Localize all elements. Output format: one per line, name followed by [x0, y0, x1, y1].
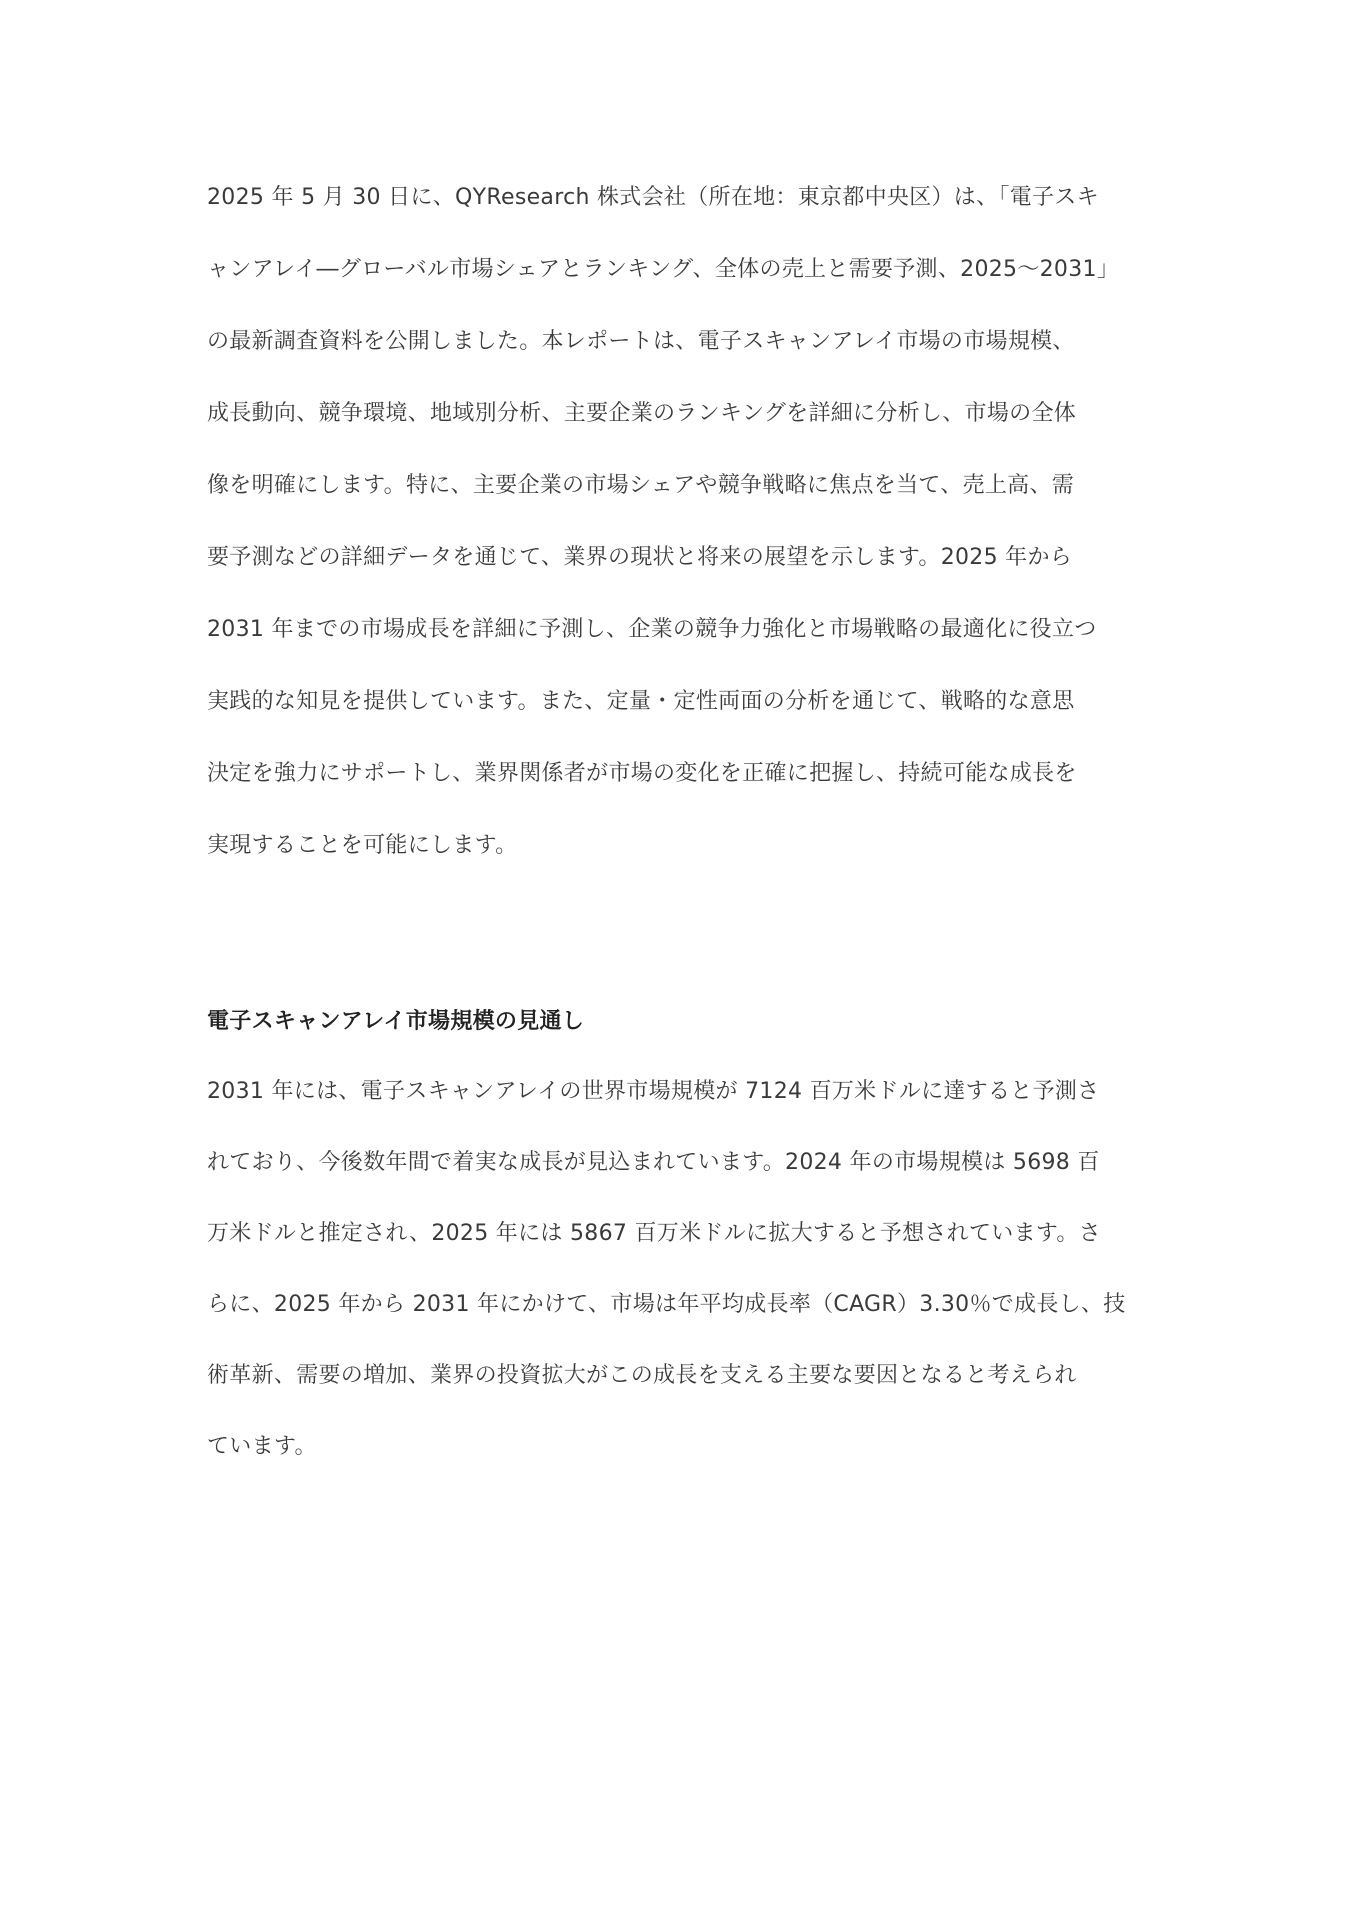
section-line: らに、2025 年から 2031 年にかけて、市場は年平均成長率（CAGR）3.30％で成長し、技	[207, 1292, 1126, 1317]
intro-line: 実践的な知見を提供しています。また、定量・定性両面の分析を通じて、戦略的な意思	[207, 689, 1075, 714]
section-heading: 電子スキャンアレイ市場規模の見通し	[207, 1009, 585, 1034]
intro-line: 2025 年 5 月 30 日に、QYResearch 株式会社（所在地：東京都中央区）は、「電子スキ	[207, 185, 1099, 210]
intro-line: 決定を強力にサポートし、業界関係者が市場の変化を正確に把握し、持続可能な成長を	[207, 761, 1077, 786]
intro-line: ャンアレイ―グローバル市場シェアとランキング、全体の売上と需要予測、2025～2031」	[207, 257, 1120, 282]
section-line: 術革新、需要の増加、業界の投資拡大がこの成長を支える主要な要因となると考えられ	[207, 1363, 1077, 1388]
intro-line: 成長動向、競争環境、地域別分析、主要企業のランキングを詳細に分析し、市場の全体	[207, 401, 1077, 426]
intro-line: の最新調査資料を公開しました。本レポートは、電子スキャンアレイ市場の市場規模、	[207, 329, 1075, 354]
section-line: 万米ドルと推定され、2025 年には 5867 百万米ドルに拡大すると予想されています。さ	[207, 1221, 1102, 1246]
intro-line: 像を明確にします。特に、主要企業の市場シェアや競争戦略に焦点を当て、売上高、需	[207, 473, 1075, 498]
intro-line: 要予測などの詳細データを通じて、業界の現状と将来の展望を示します。2025 年から	[207, 545, 1073, 570]
section-line: ています。	[207, 1434, 317, 1459]
section-line: 2031 年には、電子スキャンアレイの世界市場規模が 7124 百万米ドルに達すると予測さ	[207, 1079, 1100, 1104]
intro-line: 2031 年までの市場成長を詳細に予測し、企業の競争力強化と市場戦略の最適化に役立つ	[207, 617, 1097, 642]
intro-line: 実現することを可能にします。	[207, 833, 518, 858]
section-line: れており、今後数年間で着実な成長が見込まれています。2024 年の市場規模は 5698 百	[207, 1150, 1100, 1175]
